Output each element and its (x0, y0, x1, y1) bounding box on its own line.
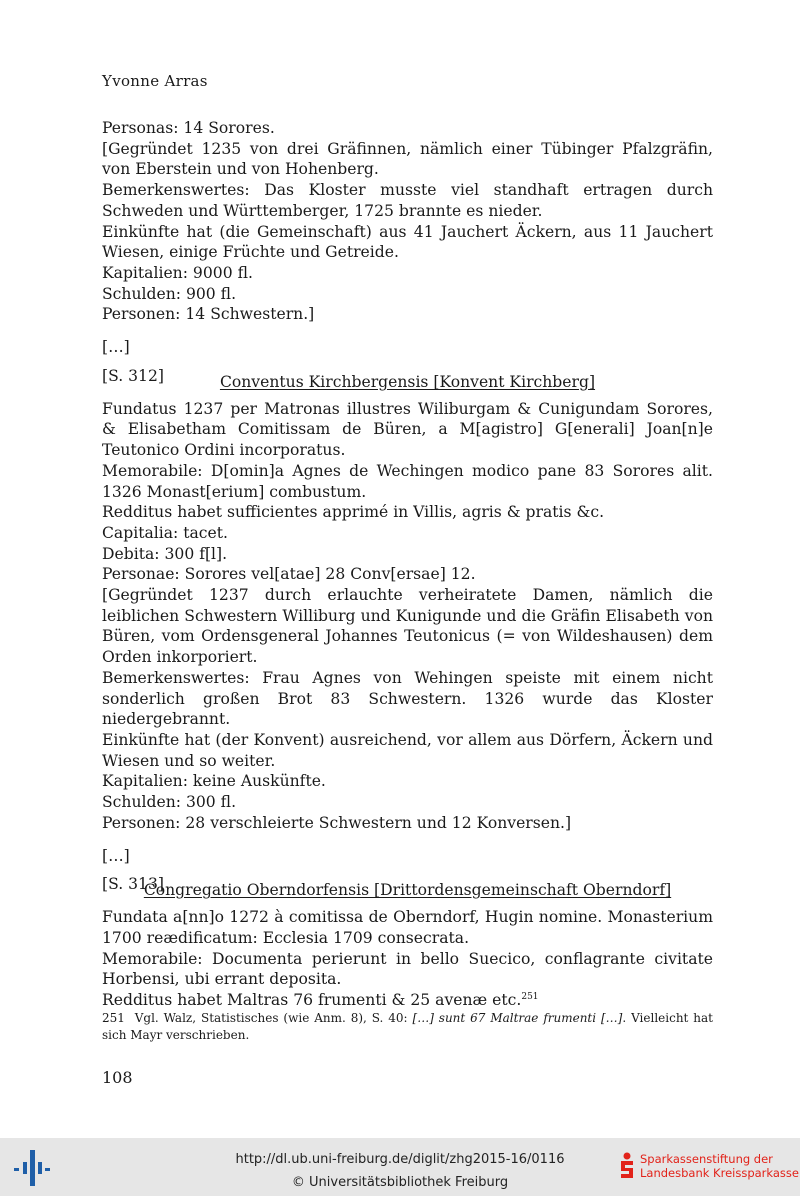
paragraph: Kapitalien: 9000 fl. (102, 263, 253, 282)
page-reference: [S. 312] (102, 366, 164, 385)
paragraph: [Gegründet 1235 von drei Gräfinnen, nämlich einer Tübinger Pfalzgräfin, von Eberstein und von Hohenberg. (102, 139, 713, 179)
paragraph: Memorabile: D[omin]a Agnes de Wechingen modico pane 83 Sorores alit. 1326 Monast[erium] combustum. (102, 461, 713, 501)
sponsor-line-1: Sparkassenstiftung der (640, 1152, 773, 1166)
paragraph: Capitalia: tacet. (102, 523, 228, 542)
paragraph: Schulden: 300 fl. (102, 793, 237, 812)
section-heading-kirchberg (102, 366, 713, 391)
paragraph: Einkünfte hat (der Konvent) ausreichend, vor allem aus Dörfern, Äckern und Wiesen und so weiter. (102, 730, 713, 770)
paragraph: [Gegründet 1237 durch erlauchte verheiratete Damen, nämlich die leiblichen Schwestern Williburg und Kunigunde und die Gräfin Elisabeth von Büren, vom Ordensgeneral Johannes Teutonicus (= von Wildeshausen) dem Orden inkorporiert. (102, 586, 713, 667)
footnote (102, 1010, 713, 1044)
footnote-text-end: . Vielleicht hat sich Mayr verschrieben. (102, 1011, 713, 1042)
sponsor-logo[interactable] (618, 1152, 799, 1182)
section-title: Conventus Kirchbergensis [Konvent Kirchberg] (219, 372, 596, 391)
footnote-text: Vgl. Walz, Statistisches (wie Anm. 8), S. 40: (134, 1011, 413, 1025)
source-url-link[interactable]: http://dl.ub.uni-freiburg.de/diglit/zhg2015-16/0116 (235, 1152, 565, 1167)
ellipsis: […] (102, 338, 130, 357)
ellipsis: […] (102, 846, 130, 865)
sparkasse-icon (618, 1152, 636, 1182)
paragraph: Memorabile: Documenta perierunt in bello Suecico, conflagrante civitate Horbensi, ubi errant deposita. (102, 949, 713, 989)
paragraph: Kapitalien: keine Auskünfte. (102, 772, 326, 791)
page-reference: [S. 313] (102, 875, 164, 894)
paragraph: Einkünfte hat (die Gemeinschaft) aus 41 Jauchert Äckern, aus 11 Jauchert Wiesen, einige Früchte und Getreide. (102, 222, 713, 262)
page-number: 108 (102, 1068, 133, 1087)
viewer-footer-bar (0, 1138, 800, 1196)
paragraph (102, 990, 713, 1011)
paragraph: Personen: 28 verschleierte Schwestern und 12 Konversen.] (102, 813, 572, 832)
paragraph: Bemerkenswertes: Das Kloster musste viel standhaft ertragen durch Schweden und Württemberger, 1725 brannte es nieder. (102, 181, 713, 220)
main-text (102, 118, 713, 1011)
running-head-author: Yvonne Arras (102, 72, 208, 90)
paragraph: Debita: 300 f[l]. (102, 544, 228, 563)
paragraph: Personas: 14 Sorores. (102, 119, 275, 137)
paragraph: Bemerkenswertes: Frau Agnes von Wehingen speiste mit einem nicht sonderlich großen Brot 83 Schwestern. 1326 wurde das Kloster niedergebrannt. (102, 668, 713, 729)
footnote-number: 251 (102, 1011, 125, 1025)
section-heading-oberndorf (102, 874, 713, 900)
paragraph: Fundatus 1237 per Matronas illustres Wiliburgam & Cunigundam Sorores, & Elisabetham Comitissam de Büren, a M[agistro] G[enerali] Joan[n]e Teutonico Ordini incorporatus. (102, 399, 713, 460)
footnote-marker[interactable]: 251 (521, 991, 539, 1002)
section-title: Congregatio Oberndorfensis [Drittordensgemeinschaft Oberndorf] (143, 881, 672, 900)
paragraph: Redditus habet sufficientes apprimé in Villis, agris & pratis &c. (102, 503, 605, 522)
paragraph-text: Redditus habet Maltras 76 frumenti & 25 avenæ etc. (102, 991, 522, 1010)
sponsor-line-2: Landesbank Kreissparkasse (640, 1166, 799, 1180)
copyright-notice: © Universitätsbibliothek Freiburg (291, 1175, 509, 1190)
paragraph: Personae: Sorores vel[atae] 28 Conv[ersae] 12. (102, 565, 476, 584)
paragraph: Schulden: 900 fl. (102, 284, 237, 303)
paragraph: Personen: 14 Schwestern.] (102, 305, 315, 324)
paragraph: Fundata a[nn]o 1272 à comitissa de Oberndorf, Hugin nomine. Monasterium 1700 reædificatum: Ecclesia 1709 consecrata. (102, 908, 713, 947)
footnote-quote: […] sunt 67 Maltrae frumenti […] (412, 1011, 623, 1025)
